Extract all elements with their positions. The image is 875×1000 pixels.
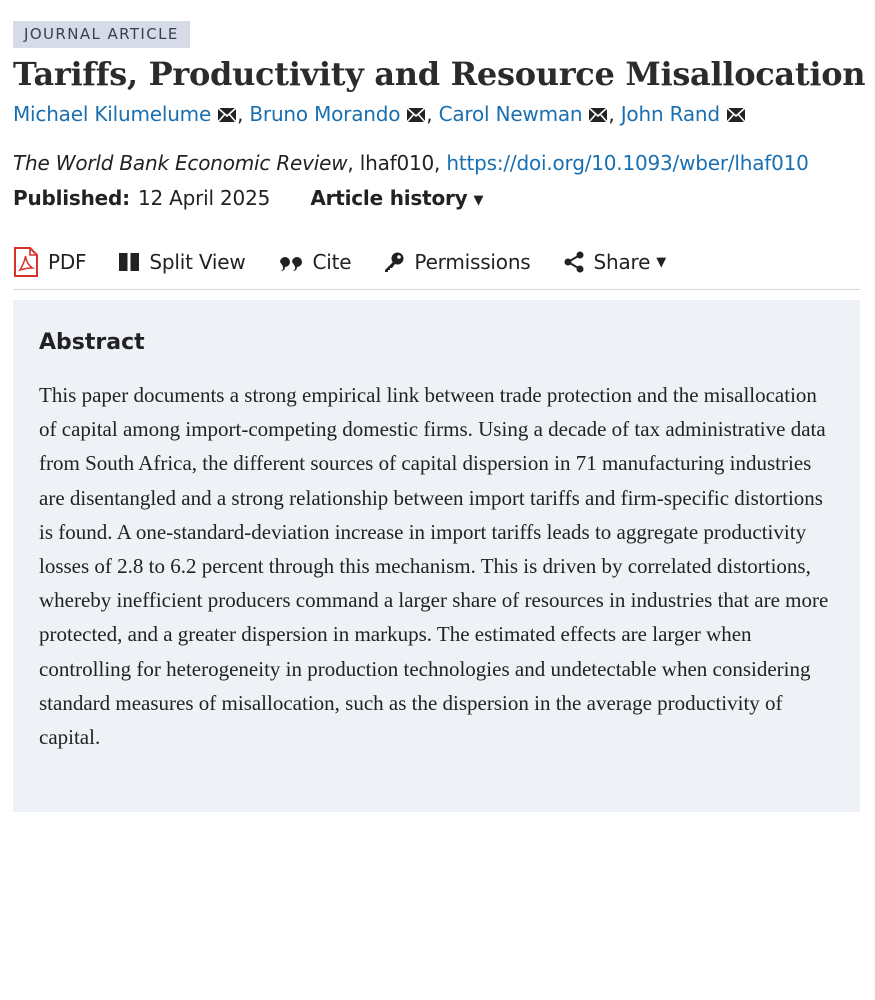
- article-history-toggle[interactable]: [310, 186, 483, 210]
- doi-link[interactable]: https://doi.org/10.1093/wber/lhaf010: [446, 151, 809, 175]
- article-toolbar: [13, 244, 698, 280]
- published-date: 12 April 2025: [137, 186, 271, 210]
- mail-icon[interactable]: [406, 107, 426, 123]
- citation-line: [13, 148, 809, 178]
- author-separator: ,: [426, 102, 439, 126]
- caret-down-icon: ▼: [656, 254, 667, 270]
- article-type-badge: JOURNAL ARTICLE: [13, 21, 190, 48]
- article-history-label: Article history: [310, 186, 468, 210]
- mail-icon[interactable]: [588, 107, 608, 123]
- author-separator: ,: [237, 102, 250, 126]
- quote-icon: [278, 252, 304, 272]
- author-separator: ,: [608, 102, 621, 126]
- mail-icon[interactable]: [726, 107, 746, 123]
- pdf-label: PDF: [48, 250, 87, 274]
- share-label: Share: [593, 250, 651, 274]
- journal-name: The World Bank Economic Review: [13, 151, 348, 175]
- cite-button[interactable]: [278, 250, 352, 274]
- author-link[interactable]: John Rand: [620, 102, 720, 126]
- article-title-text: Tariffs, Productivity and Resource Misallocation: [13, 55, 866, 93]
- abstract-text: This paper documents a strong empirical link between trade protection and the misallocation of capital among import-competing domestic firms. Using a decade of tax administrative data from South Africa, the different sources of capital dispersion in 71 manufacturing industries are disentangled and a strong relationship between import tariffs and firm-specific distortions is found. A one-standard-deviation increase in import tariffs leads to aggregate productivity losses of 2.8 to 6.2 percent through this mechanism. This is driven by correlated distortions, whereby inefficient producers command a larger share of resources in industries that are more protected, and a greater dispersion in markups. The estimated effects are larger when controlling for heterogeneity in production technologies and undetectable when considering standard measures of misallocation, such as the dispersion in the average productivity of capital.: [39, 383, 829, 750]
- article-id: , lhaf010,: [347, 151, 447, 175]
- published-label: Published:: [13, 186, 130, 210]
- permissions-button[interactable]: [383, 250, 530, 274]
- pdf-icon: [13, 246, 39, 278]
- abstract-heading: Abstract: [39, 330, 145, 355]
- abstract-section: [13, 300, 860, 812]
- share-button[interactable]: [563, 250, 667, 274]
- author-link[interactable]: Bruno Morando: [249, 102, 401, 126]
- mail-icon[interactable]: [217, 107, 237, 123]
- toolbar-divider: [13, 289, 860, 290]
- caret-down-icon: ▼: [473, 193, 484, 208]
- pdf-button[interactable]: [13, 246, 86, 278]
- author-link[interactable]: Carol Newman: [438, 102, 583, 126]
- permissions-label: Permissions: [414, 250, 531, 274]
- split-view-icon: [118, 252, 140, 272]
- article-title: [13, 52, 873, 96]
- split-view-button[interactable]: [118, 250, 245, 274]
- author-list: [13, 99, 746, 129]
- share-icon: [563, 251, 585, 273]
- cite-label: Cite: [312, 250, 352, 274]
- split-view-label: Split View: [149, 250, 246, 274]
- author-link[interactable]: Michael Kilumelume: [13, 102, 212, 126]
- publication-info: [13, 183, 483, 216]
- key-icon: [383, 251, 405, 273]
